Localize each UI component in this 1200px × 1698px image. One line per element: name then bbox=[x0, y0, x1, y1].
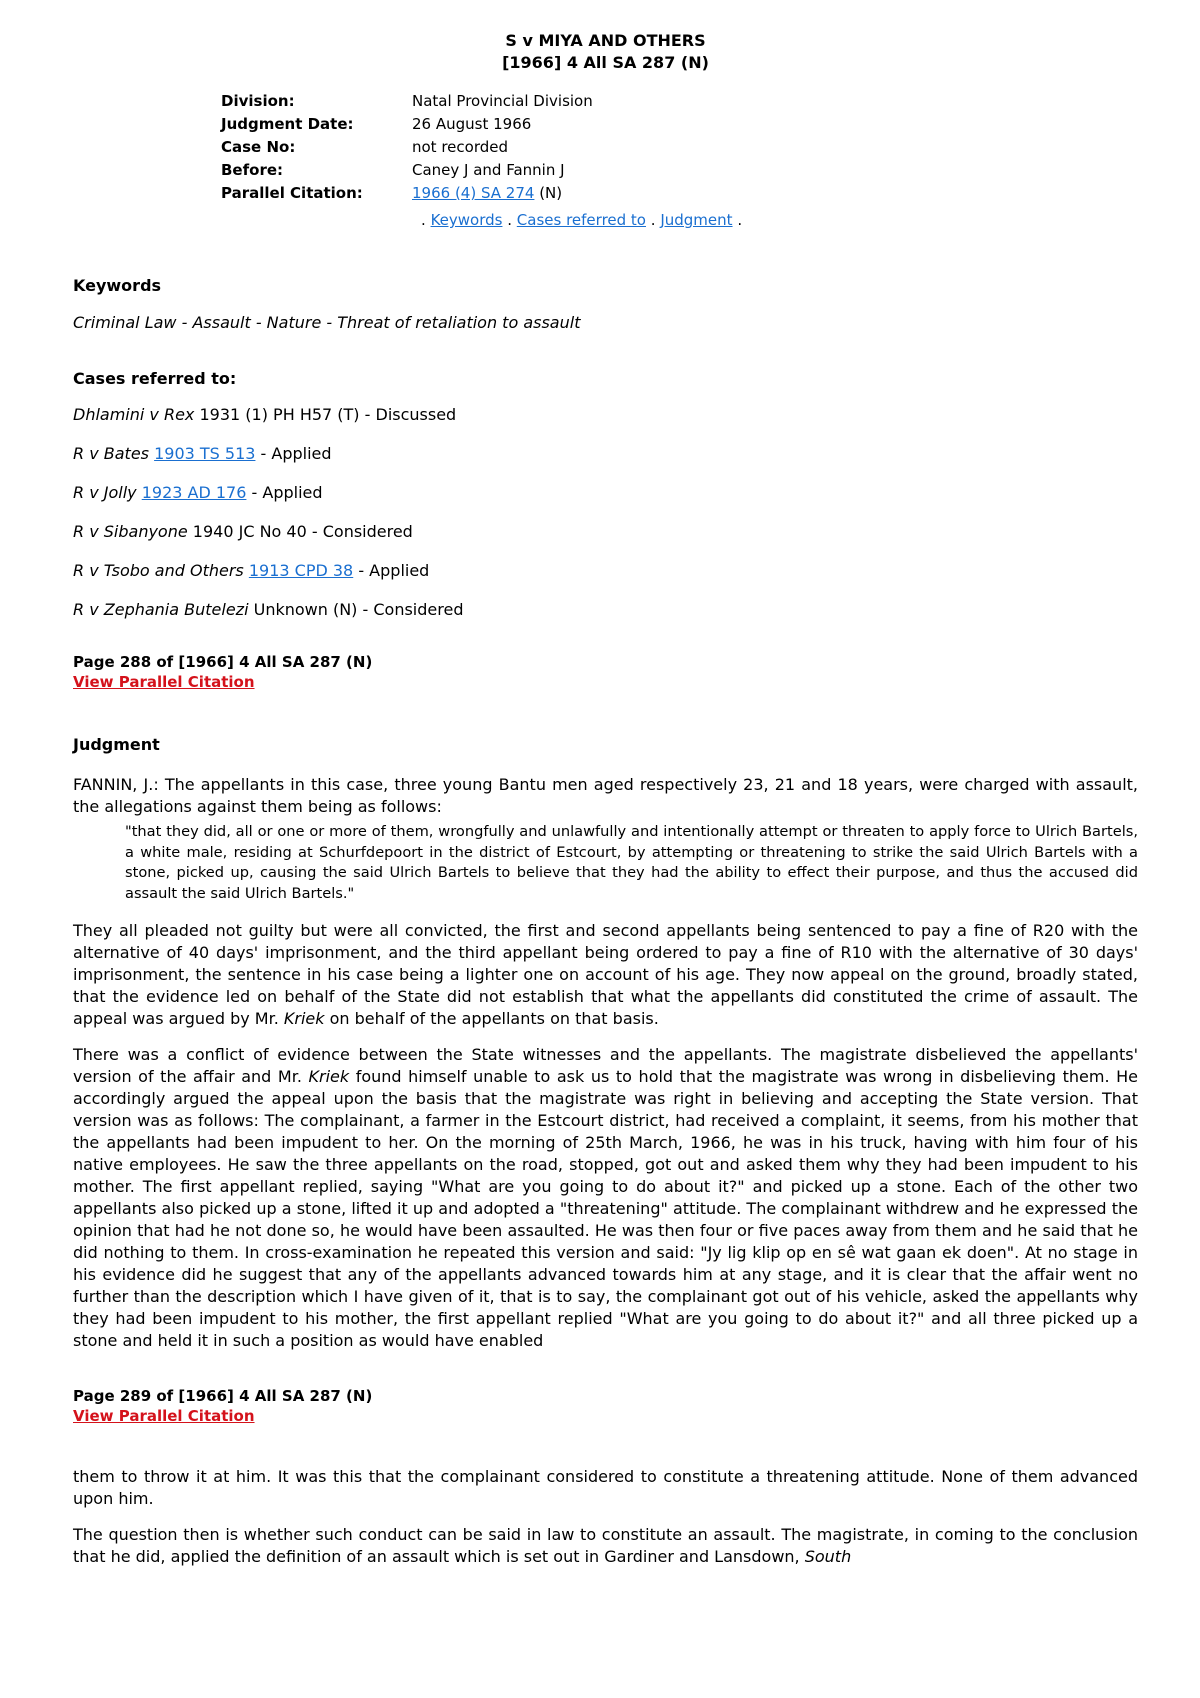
judgment-date-value: 26 August 1966 bbox=[412, 115, 532, 133]
quick-link-separator: . bbox=[421, 211, 426, 229]
charge-quote: "that they did, all or one or more of them, wrongfully and unlawfully and intentionally attempt or threaten to apply force to Ulrich Bartels, a white male, residing at Schurfdepoort in the district of Estcourt, by attempting or threatening to strike the said Ulrich Bartels with a stone, picked up, causing the said Ulrich Bartels to believe that they had the ability to effect their purpose, and thus the accused did assault the said Ulrich Bartels." bbox=[125, 823, 1138, 902]
case-citation-text: 1931 (1) PH H57 (T) bbox=[194, 405, 360, 424]
judgment-date-label: Judgment Date: bbox=[221, 115, 354, 133]
case-treatment: - Considered bbox=[357, 600, 464, 619]
case-name: R v Sibanyone bbox=[73, 522, 188, 541]
judgment-paragraph: them to throw it at him. It was this that the complainant considered to constitute a threatening attitude. None of them advanced upon him. bbox=[73, 1467, 1138, 1508]
case-item bbox=[73, 482, 1138, 521]
case-no-label: Case No: bbox=[221, 138, 296, 156]
before-value: Caney J and Fannin J bbox=[412, 161, 565, 179]
judgment-paragraph: They all pleaded not guilty but were all convicted, the first and second appellants being sentenced to pay a fine of R20 with the alternative of 40 days' imprisonment, and the third appellant being ordered to pay a fine of R10 with the alternative of 30 days' imprisonment, the sentence in his case being a lighter one on account of his age. They now appeal on the ground, broadly stated, that the evidence led on behalf of the State did not establish that what the appellants did constituted the crime of assault. The appeal was argued by Mr. Kriek on behalf of the appellants on that basis. bbox=[73, 921, 1138, 1028]
cases-list bbox=[73, 404, 1138, 638]
case-citation-link[interactable]: 1903 TS 513 bbox=[154, 444, 256, 463]
case-treatment: - Considered bbox=[306, 522, 413, 541]
case-item bbox=[73, 404, 1138, 443]
judgment-date-row bbox=[221, 113, 1138, 136]
parallel-citation-link[interactable]: 1966 (4) SA 274 bbox=[412, 184, 535, 202]
case-name: R v Jolly bbox=[73, 483, 137, 502]
case-item bbox=[73, 560, 1138, 599]
case-title: S v MIYA AND OTHERS bbox=[505, 31, 706, 50]
quick-link-judgment[interactable]: Judgment bbox=[660, 211, 733, 229]
case-treatment: - Applied bbox=[353, 561, 430, 580]
judgment-paragraph: The question then is whether such conduct can be said in law to constitute an assault. The magistrate, in coming to the conclusion that he did, applied the definition of an assault which is set out in Gardiner and Lansdown, South bbox=[73, 1525, 1138, 1566]
case-treatment: - Applied bbox=[246, 483, 323, 502]
quick-link-separator: . bbox=[737, 211, 743, 229]
keywords-heading: Keywords bbox=[73, 276, 162, 295]
case-treatment: - Applied bbox=[255, 444, 332, 463]
view-parallel-citation-link[interactable]: View Parallel Citation bbox=[73, 673, 255, 691]
case-no-value: not recorded bbox=[412, 138, 508, 156]
quick-link-cases[interactable]: Cases referred to bbox=[516, 211, 646, 229]
case-item bbox=[73, 443, 1138, 482]
parallel-citation-suffix: (N) bbox=[534, 184, 563, 202]
page-marker bbox=[73, 652, 1138, 692]
judgment-paragraph: FANNIN, J.: The appellants in this case, three young Bantu men aged respectively 23, 21 and 18 years, were charged with assault, the allegations against them being as follows: bbox=[73, 775, 1138, 816]
case-no-row bbox=[221, 136, 1138, 159]
before-label: Before: bbox=[221, 161, 284, 179]
case-treatment: - Discussed bbox=[359, 405, 457, 424]
page-marker bbox=[73, 1386, 1138, 1426]
quick-link-separator: . bbox=[507, 211, 513, 229]
quick-link-separator: . bbox=[650, 211, 656, 229]
case-name: Dhlamini v Rex bbox=[73, 405, 195, 424]
case-citation-link[interactable]: 1923 AD 176 bbox=[141, 483, 247, 502]
cases-referred-heading: Cases referred to: bbox=[73, 369, 237, 388]
view-parallel-citation-link[interactable]: View Parallel Citation bbox=[73, 1407, 255, 1425]
quick-links-nav bbox=[421, 210, 1138, 230]
case-name: R v Bates bbox=[73, 444, 149, 463]
case-name: R v Tsobo and Others bbox=[73, 561, 244, 580]
case-item bbox=[73, 599, 1138, 638]
division-label: Division: bbox=[221, 92, 295, 110]
case-item bbox=[73, 521, 1138, 560]
page-number-heading: Page 288 of [1966] 4 All SA 287 (N) bbox=[73, 653, 373, 671]
parallel-citation-value bbox=[412, 182, 562, 205]
parallel-citation-row bbox=[221, 182, 1138, 205]
before-row bbox=[221, 159, 1138, 182]
division-row bbox=[221, 90, 1138, 113]
judgment-heading: Judgment bbox=[73, 735, 160, 754]
case-citation-link[interactable]: 1913 CPD 38 bbox=[248, 561, 354, 580]
quick-link-keywords[interactable]: Keywords bbox=[430, 211, 503, 229]
document-page bbox=[73, 30, 1138, 1568]
division-value: Natal Provincial Division bbox=[412, 92, 593, 110]
case-citation-text: Unknown (N) bbox=[248, 600, 358, 619]
keywords-text: Criminal Law - Assault - Nature - Threat of retaliation to assault bbox=[73, 313, 581, 332]
judgment-paragraph: There was a conflict of evidence between the State witnesses and the appellants. The magistrate disbelieved the appellants' version of the affair and Mr. Kriek found himself unable to ask us to hold that the magistrate was wrong in disbelieving them. He accordingly argued the appeal upon the basis that the magistrate was right in believing and accepting the State version. That version was as follows: The complainant, a farmer in the Estcourt district, had received a complaint, it seems, from his mother that the appellants had been impudent to her. On the morning of 25th March, 1966, he was in his truck, having with him four of his native employees. He saw the three appellants on the road, stopped, got out and asked them why they had been impudent to his mother. The first appellant replied, saying "What are you going to do about it?" and picked up a stone. Each of the other two appellants also picked up a stone, lifted it up and adopted a "threatening" attitude. The complainant withdrew and he expressed the opinion that had he not done so, he would have been assaulted. He was then four or five paces away from them and he said that he did nothing to them. In cross-examination he repeated this version and said: "Jy lig klip op en sê wat gaan ek doen". At no stage in his evidence did he suggest that any of the appellants advanced towards him at any stage, and it is clear that the affair went no further than the description which I have given of it, that is to say, the complainant got out of his vehicle, asked the appellants why they had been impudent to his mother, the first appellant replied "What are you going to do about it?" and all three picked up a stone and held it in such a position as would have enabled bbox=[73, 1045, 1138, 1350]
page-number-heading: Page 289 of [1966] 4 All SA 287 (N) bbox=[73, 1387, 373, 1405]
case-citation-text: 1940 JC No 40 bbox=[187, 522, 307, 541]
case-name: R v Zephania Butelezi bbox=[73, 600, 249, 619]
case-metadata bbox=[221, 90, 1138, 205]
parallel-citation-label: Parallel Citation: bbox=[221, 184, 363, 202]
case-citation: [1966] 4 All SA 287 (N) bbox=[502, 53, 709, 72]
